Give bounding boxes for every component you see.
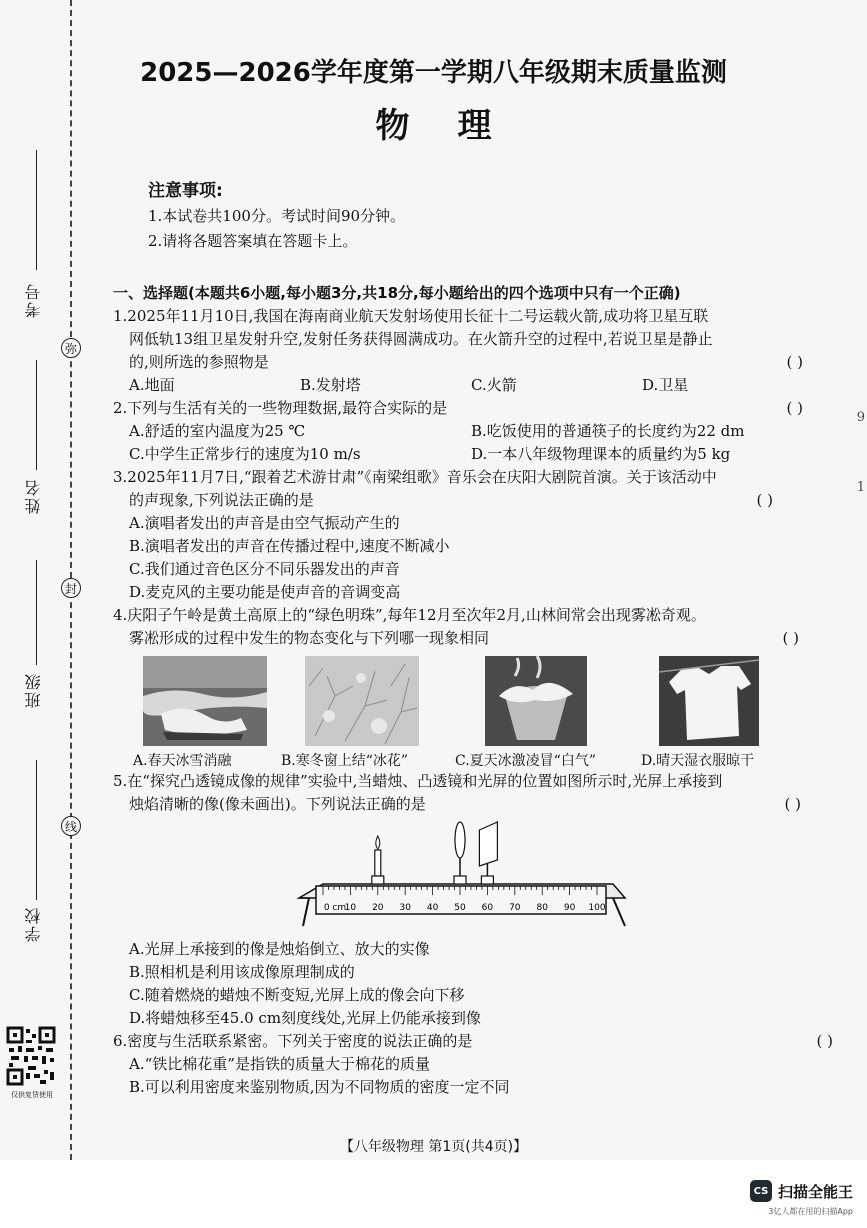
question-1-options (113, 374, 813, 397)
question-4-stem-end: 雾凇形成的过程中发生的物态变化与下列哪一现象相同 (129, 629, 490, 647)
question-5-line (113, 793, 813, 816)
answer-paren: ( ) (784, 795, 801, 813)
option-a: A.地面 (129, 376, 175, 394)
question-1-line (113, 351, 813, 374)
ruler-tick-label: 30 (399, 903, 411, 913)
notice-item: 2.请将各题答案填在答题卡上。 (148, 232, 358, 250)
field-label-exam-number: 考号 (24, 282, 43, 318)
option-b: B.可以利用密度来鉴别物质,因为不同物质的密度一定不同 (129, 1078, 510, 1096)
light-screen (479, 822, 497, 866)
section-heading: 一、选择题(本题共6小题,每小题3分,共18分,每小题给出的四个选项中只有一个正确) (113, 284, 681, 302)
option-a: A.演唱者发出的声音是由空气振动产生的 (129, 514, 400, 532)
question-4-line: 4.庆阳子午岭是黄土高原上的“绿色明珠”,每年12月至次年2月,山林间常会出现雾凇奇观。 (113, 606, 706, 624)
question-2-stem: 2.下列与生活有关的一些物理数据,最符合实际的是 (113, 399, 448, 417)
bench-leg-left (303, 898, 309, 926)
question-3-line: 3.2025年11月7日,“跟着艺术游甘肃”《南梁组歌》音乐会在庆阳大剧院首演。关于该活动中 (113, 468, 717, 486)
field-label-school: 学校 (24, 906, 43, 942)
question-1-line: 网低轨13组卫星发射升空,发射任务获得圆满成功。在火箭升空的过程中,若说卫星是静止 (129, 330, 713, 348)
screen-holder (481, 876, 493, 884)
option-a: A.光屏上承接到的像是烛焰倒立、放大的实像 (129, 940, 430, 958)
option-b: B.演唱者发出的声音在传播过程中,速度不断减小 (129, 537, 450, 555)
question-2-line (113, 397, 813, 420)
question-content (113, 282, 833, 1099)
ruler-tick-label: 40 (426, 903, 439, 913)
question-3-stem-end: 的声现象,下列说法正确的是 (129, 491, 314, 509)
bench-leg-right (613, 898, 625, 926)
option-a: A.“铁比棉花重”是指铁的质量大于棉花的质量 (129, 1055, 430, 1073)
ruler-tick-label: 100 (588, 903, 606, 913)
question-1-stem-end: 的,则所选的参照物是 (129, 353, 269, 371)
field-blank-name (36, 360, 37, 470)
bench-objects (372, 822, 498, 884)
field-blank-school (36, 760, 37, 900)
seal-mark-mi: 弥 (61, 338, 81, 358)
question-2-options (113, 443, 813, 466)
question-5-line: 5.在“探究凸透镜成像的规律”实验中,当蜡烛、凸透镜和光屏的位置如图所示时,光屏上承接到 (113, 772, 723, 790)
option-c: C.火箭 (471, 376, 517, 394)
answer-paren: ( ) (756, 491, 773, 509)
scanner-badge (750, 1180, 853, 1202)
ruler-tick-label: 80 (536, 903, 548, 913)
optical-bench-svg (113, 816, 813, 938)
seal-mark-xian: 线 (61, 816, 81, 836)
notice-item: 1.本试卷共100分。考试时间90分钟。 (148, 207, 406, 225)
option-d: D.一本八年级物理课本的质量约为5 kg (471, 445, 731, 463)
question-4-line (113, 627, 813, 650)
ruler-tick-label: 10 (344, 903, 357, 913)
melting-snow-photo (143, 656, 267, 746)
field-blank-class (36, 560, 37, 665)
page-footer: 【八年级物理 第1页(共4页)】 (339, 1139, 528, 1155)
edge-mark: 1 (856, 480, 865, 495)
option-c: C.中学生正常步行的速度为10 m/s (129, 445, 361, 463)
exam-title: 2025—2026学年度第一学期八年级期末质量监测 (140, 58, 727, 88)
option-b: B.寒冬窗上结“冰花” (281, 753, 409, 769)
field-label-name: 姓名 (24, 478, 43, 514)
notice-heading: 注意事项: (148, 181, 223, 201)
candle-flame (376, 836, 380, 849)
question-6-stem: 6.密度与生活联系紧密。下列关于密度的说法正确的是 (113, 1032, 473, 1050)
ruler-tick-label: 60 (481, 903, 494, 913)
scanner-tagline: 3亿人都在用的扫描App (768, 1207, 853, 1216)
lens-holder (454, 876, 466, 884)
field-blank-exam-number (36, 150, 37, 270)
question-2-options (113, 420, 813, 443)
option-a: A.春天冰雪消融 (133, 753, 232, 769)
option-d: D.将蜡烛移至45.0 cm刻度线处,光屏上仍能承接到像 (129, 1009, 481, 1027)
option-d: D.卫星 (642, 376, 689, 394)
window-frost-photo (305, 656, 419, 746)
ruler-tick-label: 70 (509, 903, 521, 913)
optical-bench-figure (113, 816, 813, 938)
candle-holder (372, 876, 384, 884)
option-c: C.我们通过音色区分不同乐器发出的声音 (129, 560, 400, 578)
question-3-line (113, 489, 813, 512)
camscanner-logo-icon: CS (750, 1180, 772, 1202)
convex-lens (455, 822, 465, 858)
answer-paren: ( ) (786, 353, 803, 371)
question-6-line (113, 1030, 833, 1053)
field-label-class: 班级 (24, 672, 43, 708)
answer-paren: ( ) (786, 399, 803, 417)
wet-clothes-photo (659, 656, 759, 746)
edge-mark: 9 (856, 410, 865, 425)
ruler-tick-label: 20 (372, 903, 384, 913)
ice-cream-photo (485, 656, 587, 746)
option-c: C.夏天冰激凌冒“白气” (455, 753, 596, 769)
option-b: B.发射塔 (300, 376, 361, 394)
question-5-stem-end: 烛焰清晰的像(像未画出)。下列说法正确的是 (129, 795, 426, 813)
option-c: C.随着燃烧的蜡烛不断变短,光屏上成的像会向下移 (129, 986, 465, 1004)
ruler-tick-label: 90 (563, 903, 576, 913)
option-a: A.舒适的室内温度为25 ℃ (129, 422, 306, 440)
option-d: D.晴天湿衣服晾干 (641, 753, 755, 769)
ruler-tick-label: 50 (454, 903, 466, 913)
qr-caption: 仅供复赁使用 (11, 1091, 53, 1099)
qr-code-icon (6, 1026, 56, 1086)
question-1-line: 1.2025年11月10日,我国在海南商业航天发射场使用长征十二号运载火箭,成功将卫星互联 (113, 307, 709, 325)
option-b: B.吃饭使用的普通筷子的长度约为22 dm (471, 422, 745, 440)
answer-paren: ( ) (816, 1032, 833, 1050)
question-4-photos (113, 652, 813, 770)
option-d: D.麦克风的主要功能是使声音的音调变高 (129, 583, 401, 601)
answer-paren: ( ) (782, 629, 799, 647)
ruler-tick-label: 0 cm (323, 903, 347, 913)
option-b: B.照相机是利用该成像原理制成的 (129, 963, 355, 981)
scanner-name: 扫描全能王 (777, 1182, 853, 1201)
seal-mark-feng: 封 (61, 578, 81, 598)
exam-subject: 物理 (375, 106, 540, 146)
candle (375, 850, 381, 876)
